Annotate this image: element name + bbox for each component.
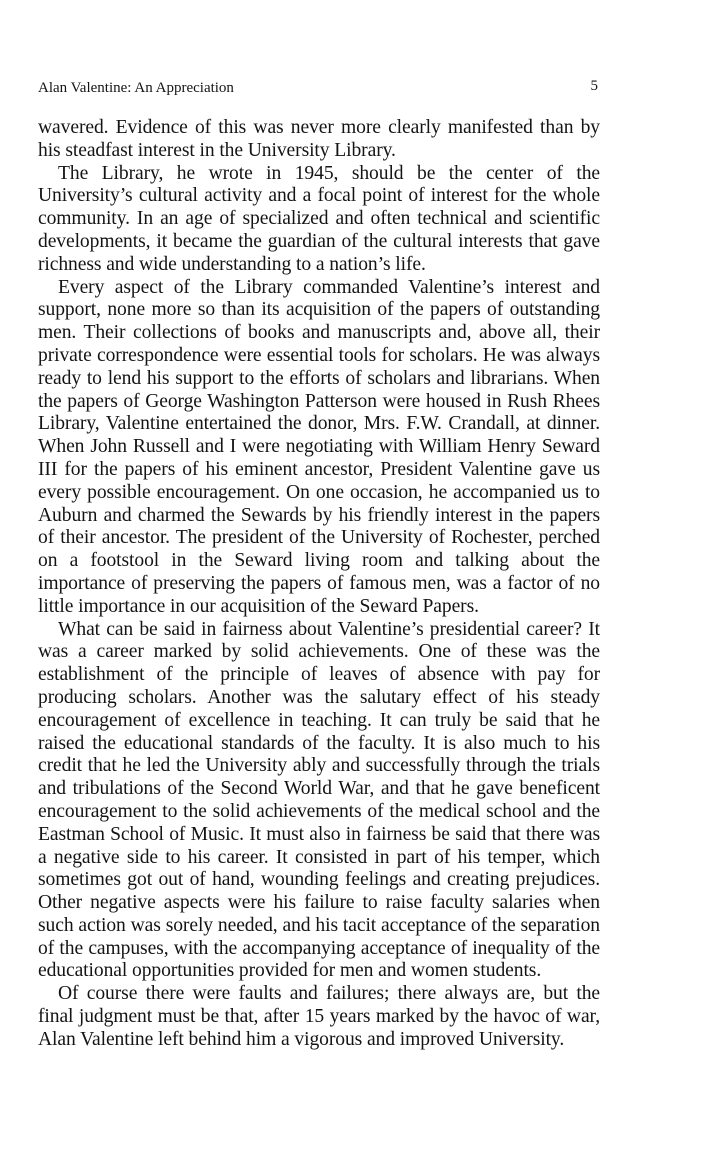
paragraph-library-center: The Library, he wrote in 1945, should be the center of the University’s cultural activity and a focal point of interest for the whole community. In an age of specialized and often technical and scientific developments, it became the guardian of the cultural interests that gave richness and wide understanding to a nation’s life. — [38, 162, 600, 275]
body-text — [38, 117, 600, 1052]
paragraph-library-support: Every aspect of the Library commanded Valentine’s interest and support, none more so than its acquisition of the papers of outstanding men. Their collections of books and manuscripts and, above all, their private correspondence were essential tools for scholars. He was always ready to lend his support to the efforts of scholars and librarians. When the papers of George Washington Patterson were housed in Rush Rhees Library, Valentine entertained the donor, Mrs. F.W. Crandall, at dinner. When John Russell and I were negotiating with William Henry Seward III for the papers of his eminent ancestor, President Valentine gave us every possible encouragement. On one occasion, he accompanied us to Auburn and charmed the Sewards by his friendly interest in the papers of their ancestor. The president of the University of Rochester, perched on a footstool in the Seward living room and talking about the importance of preserving the papers of famous men, was a factor of no little importance in our acquisition of the Seward Papers. — [38, 276, 600, 617]
running-title: Alan Valentine: An Appreciation — [38, 80, 234, 96]
paragraph-final-judgment: Of course there were faults and failures; there always are, but the final judgment must be that, after 15 years marked by the havoc of war, Alan Valentine left behind him a vigorous and improved University. — [38, 983, 600, 1050]
paragraph-continued: wavered. Evidence of this was never more clearly manifested than by his steadfast interest in the University Library. — [38, 117, 600, 161]
running-head — [38, 70, 600, 100]
paragraph-presidential-career: What can be said in fairness about Valentine’s presidential career? It was a career marked by solid achievements. One of these was the establishment of the principle of leaves of absence with pay for producing scholars. Another was the salutary effect of his steady encouragement of excellence in teaching. It can truly be said that he raised the educational standards of the faculty. It is also much to his credit that he led the University ably and successfully through the trials and tribulations of the Second World War, and that he gave beneficent encouragement to the solid achievements of the medical school and the Eastman School of Music. It must also in fairness be said that there was a negative side to his career. It consisted in part of his temper, which sometimes got out of hand, wounding feelings and creating prejudices. Other negative aspects were his failure to raise faculty salaries when such action was sorely needed, and his tacit acceptance of the separation of the campuses, with the accompanying acceptance of inequality of the educational opportunities provided for men and women students. — [38, 618, 600, 982]
page-number: 5 — [590, 78, 598, 94]
book-page — [38, 70, 600, 1052]
